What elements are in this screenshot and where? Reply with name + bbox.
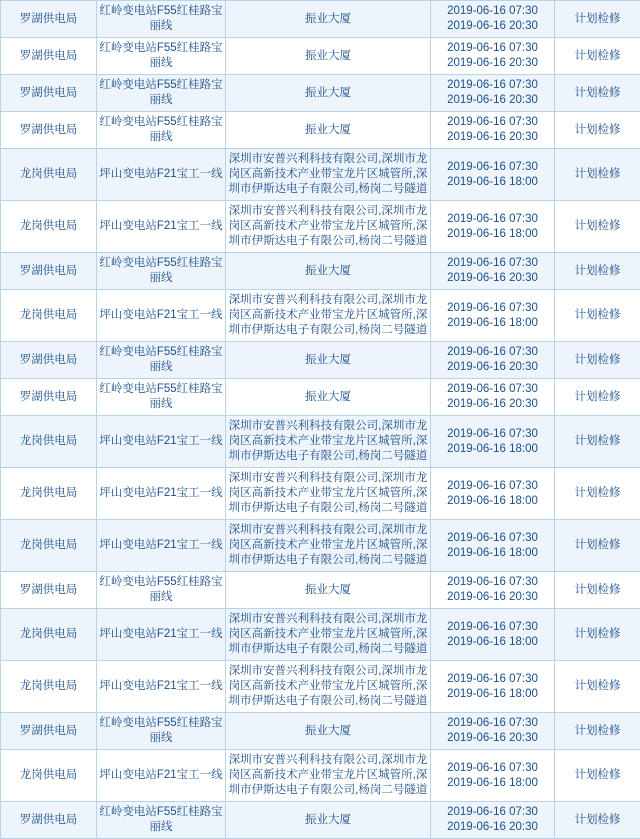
table-row	[1, 750, 640, 802]
cell-outage-line: 红岭变电站F55红桂路宝丽线	[97, 713, 226, 750]
cell-supply-bureau: 龙岗供电局	[1, 520, 97, 572]
cell-supply-bureau: 龙岗供电局	[1, 609, 97, 661]
cell-outage-type: 计划检修	[555, 572, 640, 609]
cell-outage-time: 2019-06-16 07:30 2019-06-16 18:00	[431, 661, 555, 713]
cell-outage-type: 计划检修	[555, 342, 640, 379]
cell-outage-area: 振业大厦	[226, 253, 431, 290]
cell-supply-bureau: 罗湖供电局	[1, 713, 97, 750]
cell-outage-line: 红岭变电站F55红桂路宝丽线	[97, 253, 226, 290]
cell-outage-area: 深圳市安普兴利科技有限公司,深圳市龙岗区高新技术产业带宝龙片区城管所,深圳市伊斯达电子有限公司,杨岗二号隧道	[226, 290, 431, 342]
cell-outage-type: 计划检修	[555, 75, 640, 112]
cell-outage-time: 2019-06-16 07:30 2019-06-16 18:00	[431, 416, 555, 468]
cell-outage-type: 计划检修	[555, 379, 640, 416]
cell-outage-type: 计划检修	[555, 253, 640, 290]
cell-outage-line: 红岭变电站F55红桂路宝丽线	[97, 572, 226, 609]
cell-outage-area: 振业大厦	[226, 75, 431, 112]
cell-outage-type: 计划检修	[555, 38, 640, 75]
cell-outage-time: 2019-06-16 07:30 2019-06-16 20:30	[431, 379, 555, 416]
cell-outage-time: 2019-06-16 07:30 2019-06-16 20:30	[431, 342, 555, 379]
cell-outage-line: 坪山变电站F21宝工一线	[97, 290, 226, 342]
cell-outage-line: 坪山变电站F21宝工一线	[97, 520, 226, 572]
table-row	[1, 149, 640, 201]
cell-outage-area: 深圳市安普兴利科技有限公司,深圳市龙岗区高新技术产业带宝龙片区城管所,深圳市伊斯达电子有限公司,杨岗二号隧道	[226, 609, 431, 661]
cell-outage-time: 2019-06-16 07:30 2019-06-16 20:30	[431, 802, 555, 839]
cell-outage-line: 红岭变电站F55红桂路宝丽线	[97, 1, 226, 38]
cell-supply-bureau: 罗湖供电局	[1, 253, 97, 290]
cell-supply-bureau: 龙岗供电局	[1, 661, 97, 713]
cell-outage-time: 2019-06-16 07:30 2019-06-16 20:30	[431, 1, 555, 38]
cell-outage-line: 红岭变电站F55红桂路宝丽线	[97, 38, 226, 75]
cell-outage-time: 2019-06-16 07:30 2019-06-16 18:00	[431, 201, 555, 253]
cell-supply-bureau: 罗湖供电局	[1, 1, 97, 38]
cell-outage-area: 深圳市安普兴利科技有限公司,深圳市龙岗区高新技术产业带宝龙片区城管所,深圳市伊斯达电子有限公司,杨岗二号隧道	[226, 468, 431, 520]
outage-table-body	[1, 1, 640, 839]
cell-outage-area: 深圳市安普兴利科技有限公司,深圳市龙岗区高新技术产业带宝龙片区城管所,深圳市伊斯达电子有限公司,杨岗二号隧道	[226, 416, 431, 468]
cell-outage-area: 深圳市安普兴利科技有限公司,深圳市龙岗区高新技术产业带宝龙片区城管所,深圳市伊斯达电子有限公司,杨岗二号隧道	[226, 201, 431, 253]
cell-supply-bureau: 罗湖供电局	[1, 572, 97, 609]
cell-outage-area: 深圳市安普兴利科技有限公司,深圳市龙岗区高新技术产业带宝龙片区城管所,深圳市伊斯达电子有限公司,杨岗二号隧道	[226, 520, 431, 572]
cell-outage-area: 深圳市安普兴利科技有限公司,深圳市龙岗区高新技术产业带宝龙片区城管所,深圳市伊斯达电子有限公司,杨岗二号隧道	[226, 750, 431, 802]
table-row	[1, 38, 640, 75]
cell-outage-area: 振业大厦	[226, 572, 431, 609]
cell-outage-line: 红岭变电站F55红桂路宝丽线	[97, 75, 226, 112]
cell-outage-line: 红岭变电站F55红桂路宝丽线	[97, 342, 226, 379]
table-row	[1, 416, 640, 468]
table-row	[1, 75, 640, 112]
cell-outage-line: 坪山变电站F21宝工一线	[97, 609, 226, 661]
cell-outage-type: 计划检修	[555, 713, 640, 750]
cell-supply-bureau: 龙岗供电局	[1, 201, 97, 253]
table-row	[1, 468, 640, 520]
cell-supply-bureau: 龙岗供电局	[1, 416, 97, 468]
cell-outage-line: 红岭变电站F55红桂路宝丽线	[97, 802, 226, 839]
table-row	[1, 201, 640, 253]
cell-supply-bureau: 龙岗供电局	[1, 149, 97, 201]
table-row	[1, 290, 640, 342]
cell-outage-time: 2019-06-16 07:30 2019-06-16 18:00	[431, 468, 555, 520]
cell-supply-bureau: 龙岗供电局	[1, 468, 97, 520]
cell-outage-line: 坪山变电站F21宝工一线	[97, 661, 226, 713]
cell-outage-type: 计划检修	[555, 149, 640, 201]
cell-outage-time: 2019-06-16 07:30 2019-06-16 18:00	[431, 520, 555, 572]
cell-outage-area: 振业大厦	[226, 802, 431, 839]
cell-outage-line: 坪山变电站F21宝工一线	[97, 468, 226, 520]
cell-outage-line: 坪山变电站F21宝工一线	[97, 750, 226, 802]
cell-outage-time: 2019-06-16 07:30 2019-06-16 18:00	[431, 750, 555, 802]
cell-supply-bureau: 罗湖供电局	[1, 342, 97, 379]
cell-outage-time: 2019-06-16 07:30 2019-06-16 20:30	[431, 75, 555, 112]
cell-outage-area: 深圳市安普兴利科技有限公司,深圳市龙岗区高新技术产业带宝龙片区城管所,深圳市伊斯达电子有限公司,杨岗二号隧道	[226, 661, 431, 713]
cell-outage-area: 振业大厦	[226, 1, 431, 38]
cell-outage-type: 计划检修	[555, 1, 640, 38]
cell-outage-time: 2019-06-16 07:30 2019-06-16 20:30	[431, 112, 555, 149]
table-row	[1, 520, 640, 572]
cell-supply-bureau: 罗湖供电局	[1, 75, 97, 112]
table-row	[1, 713, 640, 750]
table-row	[1, 661, 640, 713]
table-row	[1, 342, 640, 379]
cell-outage-line: 坪山变电站F21宝工一线	[97, 201, 226, 253]
table-row	[1, 609, 640, 661]
cell-outage-type: 计划检修	[555, 416, 640, 468]
cell-outage-line: 坪山变电站F21宝工一线	[97, 416, 226, 468]
cell-outage-type: 计划检修	[555, 112, 640, 149]
table-row	[1, 1, 640, 38]
cell-outage-type: 计划检修	[555, 609, 640, 661]
cell-outage-type: 计划检修	[555, 802, 640, 839]
cell-outage-type: 计划检修	[555, 520, 640, 572]
cell-outage-area: 振业大厦	[226, 713, 431, 750]
cell-outage-area: 振业大厦	[226, 38, 431, 75]
cell-outage-area: 振业大厦	[226, 379, 431, 416]
cell-supply-bureau: 罗湖供电局	[1, 112, 97, 149]
cell-outage-type: 计划检修	[555, 290, 640, 342]
cell-outage-type: 计划检修	[555, 468, 640, 520]
cell-supply-bureau: 罗湖供电局	[1, 38, 97, 75]
cell-supply-bureau: 龙岗供电局	[1, 290, 97, 342]
cell-outage-area: 振业大厦	[226, 112, 431, 149]
table-row	[1, 253, 640, 290]
table-row	[1, 112, 640, 149]
cell-outage-time: 2019-06-16 07:30 2019-06-16 18:00	[431, 609, 555, 661]
cell-outage-line: 红岭变电站F55红桂路宝丽线	[97, 112, 226, 149]
cell-supply-bureau: 罗湖供电局	[1, 379, 97, 416]
cell-supply-bureau: 龙岗供电局	[1, 750, 97, 802]
cell-outage-time: 2019-06-16 07:30 2019-06-16 20:30	[431, 713, 555, 750]
cell-outage-line: 坪山变电站F21宝工一线	[97, 149, 226, 201]
cell-outage-time: 2019-06-16 07:30 2019-06-16 18:00	[431, 149, 555, 201]
cell-outage-area: 深圳市安普兴利科技有限公司,深圳市龙岗区高新技术产业带宝龙片区城管所,深圳市伊斯达电子有限公司,杨岗二号隧道	[226, 149, 431, 201]
cell-outage-type: 计划检修	[555, 201, 640, 253]
cell-outage-type: 计划检修	[555, 750, 640, 802]
table-row	[1, 802, 640, 839]
cell-outage-time: 2019-06-16 07:30 2019-06-16 18:00	[431, 290, 555, 342]
cell-outage-time: 2019-06-16 07:30 2019-06-16 20:30	[431, 572, 555, 609]
cell-outage-area: 振业大厦	[226, 342, 431, 379]
cell-outage-time: 2019-06-16 07:30 2019-06-16 20:30	[431, 38, 555, 75]
cell-supply-bureau: 罗湖供电局	[1, 802, 97, 839]
table-row	[1, 379, 640, 416]
cell-outage-line: 红岭变电站F55红桂路宝丽线	[97, 379, 226, 416]
cell-outage-type: 计划检修	[555, 661, 640, 713]
table-row	[1, 572, 640, 609]
cell-outage-time: 2019-06-16 07:30 2019-06-16 20:30	[431, 253, 555, 290]
